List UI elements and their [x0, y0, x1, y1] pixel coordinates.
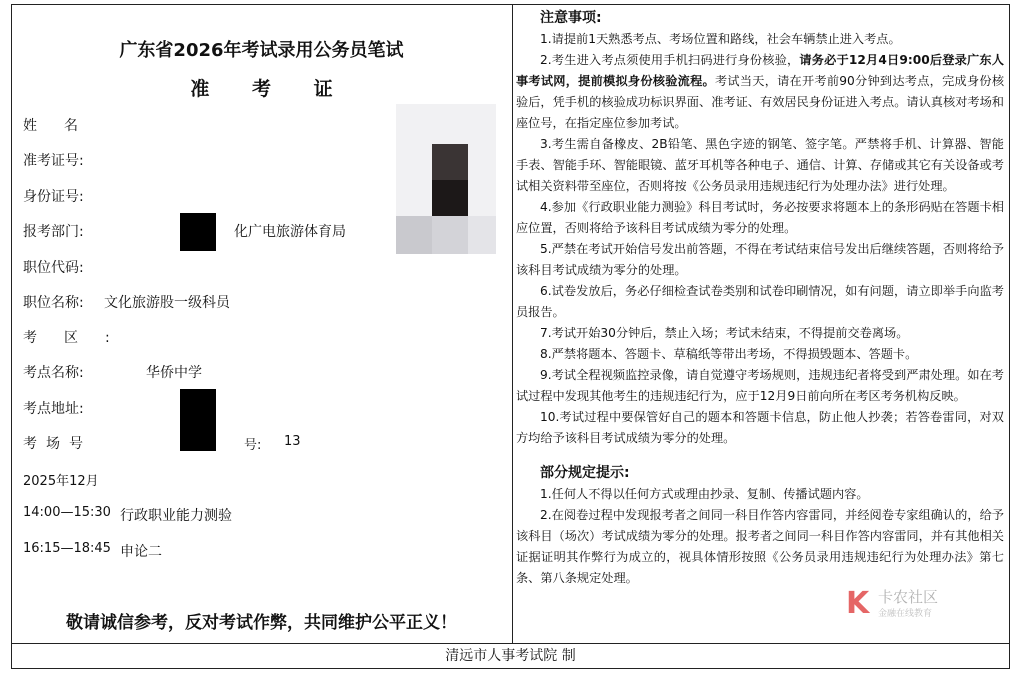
exam-room-label: 考场号: [23, 436, 92, 452]
note-item: 5.严禁在考试开始信号发出前答题，不得在考试结束信号发出后继续答题，否则将给予该科目考试成绩为零分的处理。: [516, 242, 1004, 277]
note-item: 2.考生进入考点须使用手机扫码进行身份核验，请务必于12月4日9:00后登录广东人事考试网，提前模拟身份核验流程。考试当天，请在开考前90分钟到达考点，完成身份核验后，凭手机的核验成功标识界面、准考证、有效居民身份证进入考点。请认真核对考场和座位号，在指定座位参加考试。: [516, 53, 1005, 130]
site-name-label: 考点名称:: [23, 365, 84, 381]
exam-number-label: 准考证号:: [23, 153, 84, 169]
site-address-label: 考点地址:: [23, 401, 84, 417]
notes-panel: [516, 8, 1004, 589]
seat-number: 13: [284, 434, 301, 449]
rule-item: 2.在阅卷过程中发现报考者之间同一科目作答内容雷同，并经阅卷专家组确认的，给予该科目（场次）考试成绩为零分的处理。报考者之间同一科目作答内容雷同，并有其他相关证据证明其作弊行为成立的，视具体情形按照《公务员录用违规违纪行为处理办法》第七条、第八条规定处理。: [516, 508, 1004, 585]
footer-divider: [11, 643, 1010, 644]
note-item: 3.考生需自备橡皮、2B铅笔、黑色字迹的钢笔、签字笔。严禁将手机、计算器、智能手表、智能手环、智能眼镜、蓝牙耳机等各种电子、通信、计算、存储或其它有关设备或考试相关资料带至座位，否则将按《公务员录用违规违纪行为处理办法》进行处理。: [516, 137, 1004, 193]
note-item: 1.请提前1天熟悉考点、考场位置和路线，社会车辆禁止进入考点。: [540, 32, 901, 46]
watermark-text: 卡农社区: [878, 588, 939, 606]
watermark-subtext: 金融在线教育: [878, 609, 933, 619]
department-label: 报考部门:: [23, 224, 84, 240]
column-divider: [512, 4, 513, 643]
notes-heading: 注意事项:: [540, 10, 602, 26]
note-item: 4.参加《行政职业能力测验》科目考试时，务必按要求将题本上的条形码贴在答题卡相应位置，否则将给予该科目考试成绩为零分的处理。: [516, 200, 1004, 235]
note-item: 9.考试全程视频监控录像，请自觉遵守考场规则，违规违纪者将受到严肃处理。如在考试过程中发现其他考生的违规违纪行为，应于12月9日前向所在考区考务机构反映。: [516, 368, 1004, 403]
position-code-label: 职位代码:: [23, 260, 84, 276]
session-subject: 申论二: [120, 544, 162, 560]
ticket-subtitle: 准 考 证: [190, 78, 351, 100]
k-logo-icon: K: [846, 586, 870, 621]
session-subject: 行政职业能力测验: [120, 508, 232, 524]
session-time: 16:15—18:45: [23, 541, 111, 556]
candidate-photo: [396, 104, 496, 254]
name-label: 姓名: [23, 118, 105, 134]
position-name-label: 职位名称:: [23, 295, 84, 311]
redaction-block: [180, 213, 216, 251]
id-number-label: 身份证号:: [23, 189, 84, 205]
rules-heading: 部分规定提示:: [540, 465, 630, 481]
exam-date: 2025年12月: [23, 474, 99, 489]
rule-item: 1.任何人不得以任何方式或理由抄录、复制、传播试题内容。: [540, 487, 869, 501]
exam-area-label: 考区:: [23, 330, 137, 346]
department-value: 化广电旅游体育局: [234, 224, 346, 240]
watermark-logo: [846, 586, 966, 622]
session-time: 14:00—15:30: [23, 505, 111, 520]
issuer-footer: 清远市人事考试院 制: [445, 648, 576, 664]
integrity-slogan: 敬请诚信参考，反对考试作弊，共同维护公平正义！: [66, 613, 457, 633]
note-item: 8.严禁将题本、答题卡、草稿纸等带出考场，不得损毁题本、答题卡。: [540, 347, 918, 361]
note-item: 6.试卷发放后，务必仔细检查试卷类别和试卷印刷情况，如有问题，请立即举手向监考员报告。: [516, 284, 1004, 319]
position-name-value: 文化旅游股一级科员: [104, 295, 230, 311]
ticket-title: 广东省2026年考试录用公务员笔试: [119, 40, 404, 61]
note-item: 10.考试过程中要保管好自己的题本和答题卡信息，防止他人抄袭；若答卷雷同，对双方均给予该科目考试成绩为零分的处理。: [516, 410, 1004, 445]
site-name-value: 华侨中学: [146, 365, 202, 381]
redaction-block: [180, 389, 216, 451]
seat-label: 号:: [244, 438, 262, 453]
note-item: 7.考试开始30分钟后，禁止入场；考试未结束，不得提前交卷离场。: [540, 326, 909, 340]
